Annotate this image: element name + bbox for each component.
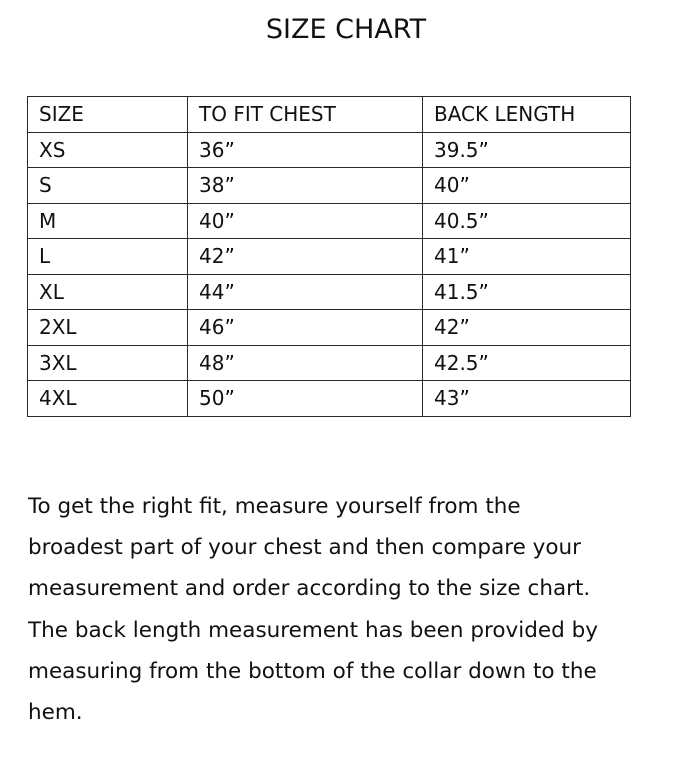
page-title: SIZE CHART: [265, 14, 427, 45]
cell-size: S: [28, 168, 188, 204]
table-row: [28, 168, 631, 204]
header-to-fit-chest: TO FIT CHEST: [188, 97, 423, 133]
table-row: [28, 381, 631, 417]
cell-back-length: 43”: [423, 381, 631, 417]
table-row: [28, 132, 631, 168]
cell-chest: 48”: [188, 345, 423, 381]
cell-back-length: 40.5”: [423, 203, 631, 239]
cell-size: 3XL: [28, 345, 188, 381]
cell-chest: 50”: [188, 381, 423, 417]
table-row: [28, 310, 631, 346]
cell-size: M: [28, 203, 188, 239]
cell-chest: 36”: [188, 132, 423, 168]
note-line: broadest part of your chest and then compare your: [28, 535, 582, 561]
cell-chest: 44”: [188, 274, 423, 310]
cell-size: XL: [28, 274, 188, 310]
cell-size: 4XL: [28, 381, 188, 417]
size-chart-table: [27, 96, 631, 417]
cell-back-length: 41.5”: [423, 274, 631, 310]
note-line: The back length measurement has been provided by: [28, 617, 598, 643]
table-header-row: [28, 97, 631, 133]
cell-chest: 46”: [188, 310, 423, 346]
table-row: [28, 203, 631, 239]
table-row: [28, 345, 631, 381]
cell-back-length: 42”: [423, 310, 631, 346]
note-line: hem.: [28, 700, 83, 726]
cell-chest: 40”: [188, 203, 423, 239]
cell-chest: 38”: [188, 168, 423, 204]
table-row: [28, 274, 631, 310]
cell-back-length: 42.5”: [423, 345, 631, 381]
note-line: measurement and order according to the size chart.: [28, 576, 591, 602]
note-line: measuring from the bottom of the collar down to the: [28, 658, 597, 684]
cell-size: XS: [28, 132, 188, 168]
cell-chest: 42”: [188, 239, 423, 275]
cell-back-length: 39.5”: [423, 132, 631, 168]
table-row: [28, 239, 631, 275]
cell-size: 2XL: [28, 310, 188, 346]
cell-size: L: [28, 239, 188, 275]
note-line: To get the right fit, measure yourself from the: [28, 494, 521, 519]
cell-back-length: 41”: [423, 239, 631, 275]
fit-instructions: [28, 486, 678, 733]
cell-back-length: 40”: [423, 168, 631, 204]
header-size: SIZE: [28, 97, 188, 133]
header-back-length: BACK LENGTH: [423, 97, 631, 133]
